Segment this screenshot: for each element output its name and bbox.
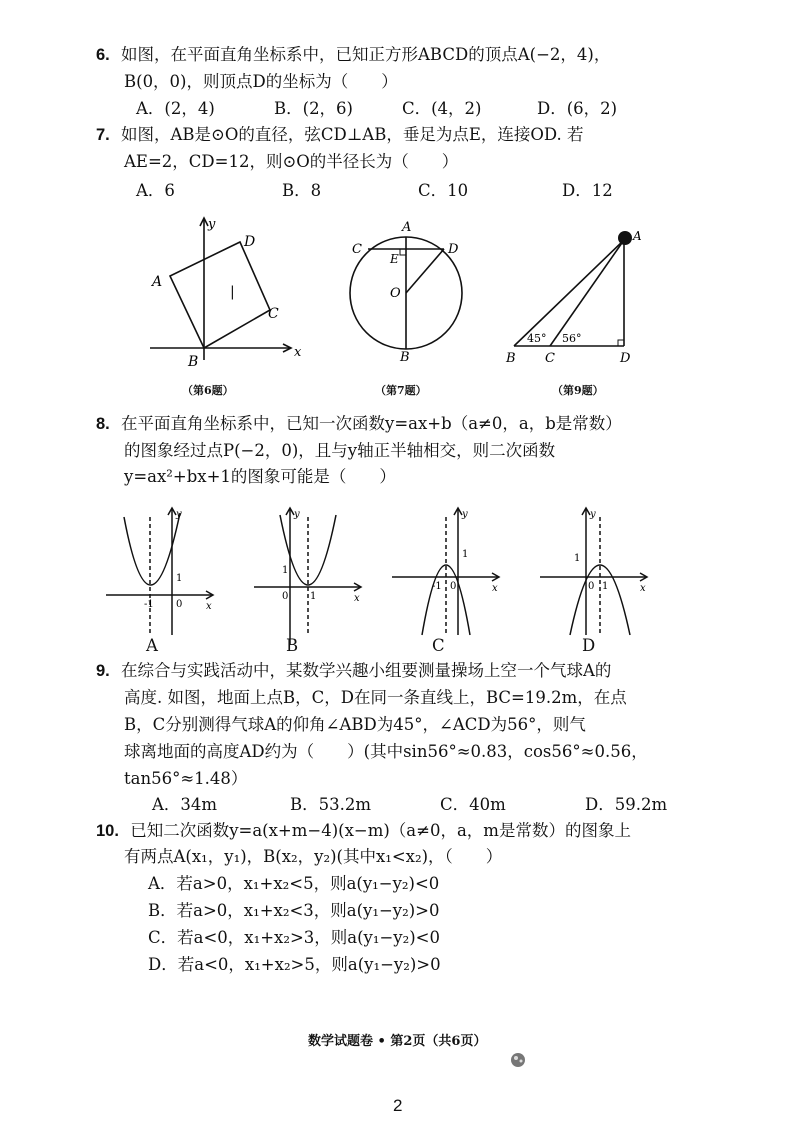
svg-text:1: 1: [176, 573, 183, 584]
svg-text:x: x: [492, 583, 498, 594]
q10-option-b: B．若a>0，x₁+x₂<3，则a(y₁−y₂)>0: [148, 901, 440, 920]
svg-text:0: 0: [450, 581, 457, 592]
q8-graph-a-label: A: [146, 636, 158, 655]
q8-graph-c-label: C: [432, 636, 445, 655]
q7-option-b: B．8: [282, 181, 322, 200]
svg-text:1: 1: [462, 549, 469, 560]
fig9-label-d: D: [620, 351, 631, 366]
q8-line2: 的图象经过点P(−2，0)，且与y轴正半轴相交，则二次函数: [124, 441, 556, 460]
fig6-caption: （第6题）: [182, 384, 234, 397]
q6-number: 6.: [96, 46, 110, 64]
q9-line4: 球离地面的高度AD约为（ ）(其中sin56°≈0.83，cos56°≈0.56，: [124, 742, 648, 761]
q8-line3: y=ax²+bx+1的图象可能是（ ）: [124, 467, 396, 486]
svg-text:x: x: [206, 601, 212, 612]
watermark-icon: [508, 1050, 528, 1070]
svg-text:1: 1: [574, 553, 581, 564]
fig6-label-b: B: [188, 354, 199, 370]
fig6-label-x: x: [294, 345, 302, 360]
q9-option-d: D．59.2m: [585, 795, 668, 814]
fig9-label-c: C: [545, 351, 555, 366]
q8-number: 8.: [96, 415, 110, 433]
fig7-label-c: C: [352, 242, 362, 257]
q8-graph-b-label: B: [286, 636, 299, 655]
fig7-label-d: D: [448, 242, 459, 257]
q10-option-c: C．若a<0，x₁+x₂>3，则a(y₁−y₂)<0: [148, 928, 441, 947]
q6-line1: 6. 如图，在平面直角坐标系中，已知正方形ABCD的顶点A(−2，4)，: [96, 45, 611, 64]
svg-text:0: 0: [282, 591, 289, 602]
fig9-line-ca: [550, 240, 624, 346]
q10-option-a: A．若a>0，x₁+x₂<5，则a(y₁−y₂)<0: [148, 874, 440, 893]
q9-option-a: A．34m: [152, 795, 218, 814]
q8-line1: 8. 在平面直角坐标系中，已知一次函数y=ax+b（a≠0，a，b是常数）: [96, 414, 622, 433]
svg-text:0: 0: [176, 599, 183, 610]
figure-q7: [340, 215, 470, 365]
svg-text:1: 1: [310, 591, 317, 602]
fig9-label-b: B: [506, 351, 516, 366]
q6-option-b: B．(2，6): [274, 99, 353, 118]
q10-line1: 10. 已知二次函数y=a(x+m−4)(x−m)（a≠0，a，m是常数）的图象上: [96, 821, 631, 840]
q9-number: 9.: [96, 662, 110, 680]
fig6-label-c: C: [268, 306, 279, 322]
q7-number: 7.: [96, 126, 110, 144]
svg-text:0: 0: [588, 581, 595, 592]
q10-option-d: D．若a<0，x₁+x₂>5，则a(y₁−y₂)>0: [148, 955, 441, 974]
q6-option-d: D．(6，2): [537, 99, 618, 118]
fig7-label-a: A: [402, 220, 412, 235]
svg-text:y: y: [176, 509, 182, 520]
q7-option-d: D．12: [562, 181, 613, 200]
svg-text:y: y: [590, 509, 596, 520]
fig6-label-y: y: [208, 217, 216, 232]
svg-text:-1: -1: [144, 599, 154, 610]
q9-option-c: C．40m: [440, 795, 506, 814]
q7-option-a: A．6: [136, 181, 175, 200]
fig9-right-angle: [618, 340, 624, 346]
q8-graph-c: [388, 505, 508, 655]
page-footer: 数学试题卷 • 第2页（共6页）: [308, 1034, 487, 1049]
q7-line2: AE=2，CD=12，则⊙O的半径长为（ ）: [124, 152, 459, 171]
q8-graph-d-label: D: [582, 636, 596, 655]
q6-line2: B(0，0)，则顶点D的坐标为（ ）: [124, 72, 398, 91]
q7-line1: 7. 如图，AB是⊙O的直径，弦CD⊥AB，垂足为点E，连接OD. 若: [96, 125, 584, 144]
fig9-line-ba: [514, 240, 624, 346]
fig6-label-a: A: [152, 274, 163, 290]
svg-text:1: 1: [282, 565, 289, 576]
fig6-mark: |: [230, 284, 235, 300]
figure-q9: [500, 222, 650, 370]
svg-text:y: y: [462, 509, 468, 520]
fig7-caption: （第7题）: [375, 384, 427, 397]
q6-option-a: A．(2，4): [136, 99, 215, 118]
q8-graph-b: [250, 505, 370, 655]
fig6-square: [170, 242, 270, 348]
fig9-angle-56: 56°: [562, 332, 582, 345]
svg-text:x: x: [640, 583, 646, 594]
page-number: 2: [393, 1096, 403, 1115]
svg-text:y: y: [294, 509, 300, 520]
svg-text:-1: -1: [432, 581, 442, 592]
fig6-label-d: D: [244, 234, 256, 250]
fig7-label-b: B: [400, 350, 410, 365]
q9-line3: B，C分别测得气球A的仰角∠ABD为45°，∠ACD为56°，则气: [124, 715, 586, 734]
fig9-angle-45: 45°: [527, 332, 547, 345]
q9-line2: 高度. 如图，地面上点B，C，D在同一条直线上，BC=19.2m，在点: [124, 688, 627, 707]
q9-line5: tan56°≈1.48）: [124, 769, 248, 788]
fig9-label-a: A: [633, 229, 642, 243]
q7-option-c: C．10: [418, 181, 469, 200]
svg-text:1: 1: [602, 581, 609, 592]
q8-graph-a: [102, 505, 222, 655]
fig7-label-e: E: [390, 252, 399, 266]
fig7-label-o: O: [390, 286, 401, 301]
q10-number: 10.: [96, 822, 119, 840]
figure-q6: [140, 210, 320, 370]
q8-graph-d: [536, 505, 656, 655]
q6-option-c: C．(4，2): [402, 99, 482, 118]
q9-line1: 9. 在综合与实践活动中，某数学兴趣小组要测量操场上空一个气球A的: [96, 661, 612, 680]
fig7-segment-od: [406, 249, 444, 293]
q9-option-b: B．53.2m: [290, 795, 372, 814]
svg-text:x: x: [354, 593, 360, 604]
q10-line2: 有两点A(x₁，y₁)，B(x₂，y₂)(其中x₁<x₂)，（ ）: [124, 847, 503, 866]
fig9-balloon: [618, 231, 632, 245]
fig9-caption: （第9题）: [552, 384, 604, 397]
fig7-right-angle: [400, 249, 406, 255]
